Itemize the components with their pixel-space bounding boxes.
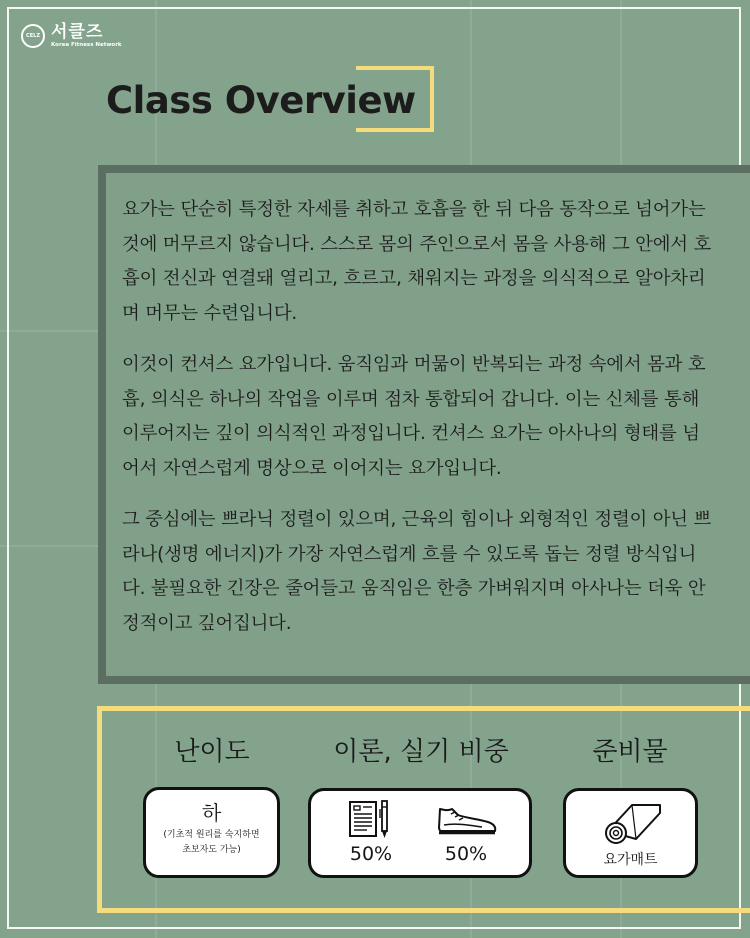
prep-card: [563, 788, 698, 878]
difficulty-label: 난이도: [174, 737, 250, 767]
logo-badge: CELZ: [21, 24, 45, 48]
difficulty-card: [143, 787, 280, 878]
difficulty-level: 하: [201, 801, 222, 825]
yoga-mat-icon: [602, 799, 664, 845]
ratio-label: 이론, 실기 비중: [333, 737, 509, 767]
overview-box: [98, 165, 750, 684]
logo-brand-name: 서클즈: [51, 22, 104, 42]
overview-paragraph-1: 요가는 단순히 특정한 자세를 취하고 호흡을 한 뒤 다음 동작으로 넘어가는 것에 머무르지 않습니다. 스스로 몸의 주인으로서 몸을 사용해 그 안에서 호흡이 전신과 연결돼 열리고, 흐르고, 채워지는 과정을 의식적으로 알아차리며 머무는 수련입니다.: [122, 199, 712, 324]
practice-percent: 50%: [444, 843, 488, 865]
theory-percent: 50%: [349, 843, 393, 865]
difficulty-note: [146, 828, 277, 858]
prep-item: 요가매트: [603, 852, 658, 868]
overview-paragraph-3: 그 중심에는 쁘라닉 정렬이 있으며, 근육의 힘이나 외형적인 정렬이 아닌 쁘라나(생명 에너지)가 가장 자연스럽게 흐를 수 있도록 돕는 정렬 방식입니다. 불필요한 긴장은 줄어들고 움직임은 한층 가벼워지며 아사나는 더욱 안정적이고 깊어집니다.: [122, 509, 712, 634]
overview-paragraph-2: 이것이 컨셔스 요가입니다. 움직임과 머묾이 반복되는 과정 속에서 몸과 호흡, 의식은 하나의 작업을 이루며 점차 통합되어 갑니다. 이는 신체를 통해 이루어지는 깊이 의식적인 과정입니다. 컨셔스 요가는 아사나의 형태를 넘어서 자연스럽게 명상으로 이어지는 요가입니다.: [122, 354, 706, 479]
brand-logo[interactable]: [21, 24, 122, 49]
ratio-card: [308, 788, 532, 878]
logo-tagline: Korea Fitness Network: [51, 42, 122, 48]
document-pen-icon: [347, 800, 395, 840]
page-title: Class Overview: [106, 79, 416, 122]
difficulty-note-line-2: 초보자도 가능): [182, 845, 241, 855]
prep-label: 준비물: [592, 737, 668, 767]
difficulty-note-line-1: (기초적 원리를 숙지하면: [163, 830, 260, 840]
sneaker-icon: [436, 803, 498, 837]
